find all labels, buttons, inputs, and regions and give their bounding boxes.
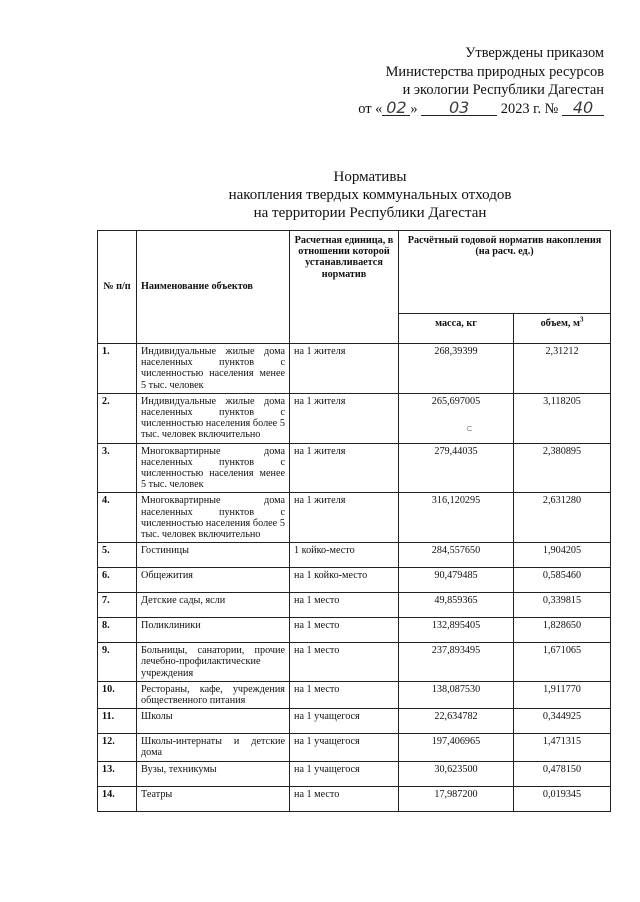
- row-volume: 1,828650: [514, 618, 611, 643]
- approval-block: [358, 44, 604, 118]
- row-num: 13.: [98, 761, 137, 786]
- header-mass: масса, кг: [399, 314, 514, 344]
- row-mass: 279,44035: [399, 443, 514, 493]
- table-row: [98, 761, 611, 786]
- row-name: Школы: [137, 709, 290, 734]
- approval-line-2: Министерства природных ресурсов: [385, 63, 604, 80]
- row-name: Театры: [137, 786, 290, 811]
- row-volume: 0,585460: [514, 568, 611, 593]
- row-name: Детские сады, ясли: [137, 593, 290, 618]
- approval-line-1: Утверждены приказом: [465, 45, 604, 61]
- header-unit: Расчетная единица, в отношении которой устанавливается норматив: [290, 231, 399, 344]
- row-mass: 17,987200: [399, 786, 514, 811]
- table-row: [98, 344, 611, 394]
- row-num: 6.: [98, 568, 137, 593]
- row-unit: на 1 жителя: [290, 443, 399, 493]
- table-row: [98, 543, 611, 568]
- row-mass: 284,557650: [399, 543, 514, 568]
- row-num: 8.: [98, 618, 137, 643]
- row-unit: на 1 место: [290, 593, 399, 618]
- table-row: [98, 593, 611, 618]
- row-name: Вузы, техникумы: [137, 761, 290, 786]
- row-unit: на 1 учащегося: [290, 709, 399, 734]
- header-num: № п/п: [98, 231, 137, 344]
- row-mass: 316,120295: [399, 493, 514, 543]
- row-volume: 0,339815: [514, 593, 611, 618]
- table-row: [98, 493, 611, 543]
- table-row: [98, 568, 611, 593]
- row-volume: 0,478150: [514, 761, 611, 786]
- title-line-3: на территории Республики Дагестан: [253, 205, 487, 221]
- row-volume: 1,471315: [514, 734, 611, 761]
- row-volume: 0,344925: [514, 709, 611, 734]
- table-row: [98, 443, 611, 493]
- norms-table: [97, 230, 611, 812]
- row-name: Рестораны, кафе, учреждения общественного питания: [137, 681, 290, 708]
- table-body: [98, 344, 611, 812]
- row-mass: 30,623500: [399, 761, 514, 786]
- row-num: 3.: [98, 443, 137, 493]
- row-volume: 2,31212: [514, 344, 611, 394]
- row-mass: 138,087530: [399, 681, 514, 708]
- row-num: 2.: [98, 393, 137, 443]
- header-volume-label: объем, м: [540, 318, 580, 329]
- document-title: [0, 168, 640, 222]
- row-mass: 132,895405: [399, 618, 514, 643]
- title-line-1: Нормативы: [333, 169, 407, 185]
- row-name: Многоквартирные дома населенных пунктов с численностью населения менее 5 тыс. человек: [137, 443, 290, 493]
- row-unit: на 1 место: [290, 681, 399, 708]
- date-year: 2023 г. №: [500, 100, 559, 117]
- title-line-2: накопления твердых коммунальных отходов: [228, 187, 512, 203]
- header-norm: Расчётный годовой норматив накопления (на расч. ед.): [399, 231, 611, 314]
- table-row: [98, 681, 611, 708]
- row-name: Индивидуальные жилые дома населенных пунктов с численностью населения более 5 тыс. человек включительно: [137, 393, 290, 443]
- handwritten-day: 02: [382, 101, 410, 116]
- row-unit: 1 койко-место: [290, 543, 399, 568]
- row-num: 10.: [98, 681, 137, 708]
- row-unit: на 1 жителя: [290, 344, 399, 394]
- row-name: Общежития: [137, 568, 290, 593]
- row-unit: на 1 жителя: [290, 393, 399, 443]
- approval-line-3: и экологии Республики Дагестан: [402, 82, 604, 98]
- row-name: Гостиницы: [137, 543, 290, 568]
- row-num: 1.: [98, 344, 137, 394]
- date-mid: »: [410, 100, 418, 117]
- row-volume: 0,019345: [514, 786, 611, 811]
- row-unit: на 1 жителя: [290, 493, 399, 543]
- date-prefix: от «: [358, 100, 383, 117]
- row-num: 12.: [98, 734, 137, 761]
- row-num: 4.: [98, 493, 137, 543]
- table-row: [98, 643, 611, 682]
- row-num: 7.: [98, 593, 137, 618]
- table-row: [98, 709, 611, 734]
- row-num: 11.: [98, 709, 137, 734]
- row-mass: 22,634782: [399, 709, 514, 734]
- header-volume-sup: 3: [579, 315, 584, 324]
- row-mass: 197,406965: [399, 734, 514, 761]
- row-unit: на 1 койко-место: [290, 568, 399, 593]
- row-mass: 90,479485: [399, 568, 514, 593]
- row-unit: на 1 место: [290, 618, 399, 643]
- row-volume: 2,380895: [514, 443, 611, 493]
- row-name: Больницы, санатории, прочие лечебно-профилактические учреждения: [137, 643, 290, 682]
- scan-mark: ⊂: [466, 424, 473, 433]
- row-volume: 1,671065: [514, 643, 611, 682]
- row-num: 5.: [98, 543, 137, 568]
- row-volume: 2,631280: [514, 493, 611, 543]
- table-row: [98, 393, 611, 443]
- handwritten-order-number: 40: [562, 101, 604, 116]
- table-row: [98, 618, 611, 643]
- row-name: Многоквартирные дома населенных пунктов с численностью населения более 5 тыс. человек включительно: [137, 493, 290, 543]
- row-mass: 49,859365: [399, 593, 514, 618]
- table-row: [98, 786, 611, 811]
- row-unit: на 1 учащегося: [290, 734, 399, 761]
- approval-date-line: [358, 97, 604, 119]
- row-name: Поликлиники: [137, 618, 290, 643]
- row-unit: на 1 место: [290, 786, 399, 811]
- table-row: [98, 734, 611, 761]
- row-unit: на 1 место: [290, 643, 399, 682]
- row-volume: 1,904205: [514, 543, 611, 568]
- row-name: Индивидуальные жилые дома населенных пунктов с численностью населения менее 5 тыс. человек: [137, 344, 290, 394]
- row-mass: 265,697005: [399, 393, 514, 443]
- row-name: Школы-интернаты и детские дома: [137, 734, 290, 761]
- row-volume: 1,911770: [514, 681, 611, 708]
- handwritten-month: 03: [421, 101, 497, 116]
- row-mass: 237,893495: [399, 643, 514, 682]
- row-num: 9.: [98, 643, 137, 682]
- header-name: Наименование объектов: [137, 231, 290, 344]
- row-num: 14.: [98, 786, 137, 811]
- row-mass: 268,39399: [399, 344, 514, 394]
- row-unit: на 1 учащегося: [290, 761, 399, 786]
- header-volume: [514, 314, 611, 344]
- row-volume: 3,118205: [514, 393, 611, 443]
